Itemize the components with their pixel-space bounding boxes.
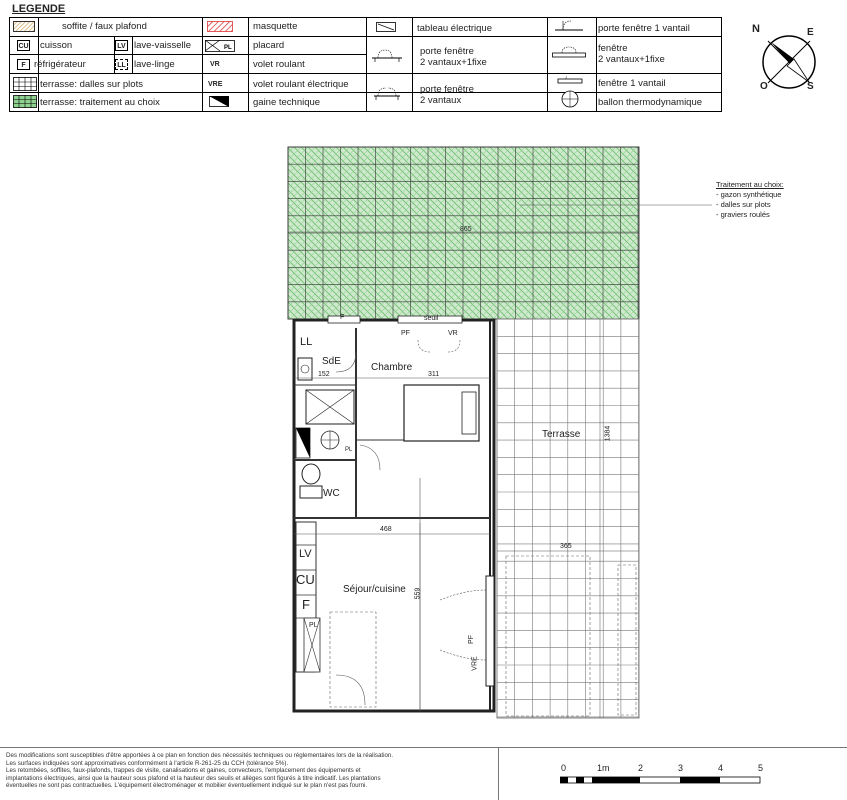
compass-n: N [752, 23, 760, 35]
dim-311: 311 [428, 371, 440, 378]
note-line-3: Les retombées, soffites, faux-plafonds, trappes de visite, canalisations et gaines, convecteurs, l'emplacement des équipements et [6, 767, 361, 775]
dim-559: 559 [414, 587, 422, 600]
room-sde: SdE [322, 356, 341, 367]
scale-4: 4 [718, 763, 724, 773]
legend-gaine-technique: gaine technique [253, 97, 321, 108]
seuil-label: seuil [424, 315, 439, 322]
legend-masquette: masquette [253, 21, 298, 32]
traitement-item-3: - graviers roulés [716, 210, 770, 219]
fixture-cu: CU [296, 572, 315, 587]
pl-label: PL [309, 622, 318, 629]
legend-tableau-electrique: tableau électrique [417, 23, 492, 34]
fixture-lv: LV [299, 548, 312, 560]
note-line-2: Les surfaces indiquées sont approximatives conformément à l'article R-261-25 du CCH (tolérance 5%). [6, 759, 289, 767]
dim-468: 468 [380, 526, 392, 533]
legend-lave-linge: lave-linge [134, 59, 175, 70]
scale-1: 1m [597, 763, 610, 773]
legend-soffite: soffite / faux plafond [62, 21, 147, 32]
svg-text:PL: PL [224, 45, 232, 51]
note-line-1: Des modifications sont susceptibles d'être apportées à ce plan en fonction des nécessités techniques ou réglementaires lors de la réalisation. [6, 752, 394, 759]
traitement-title: Traitement au choix: [716, 180, 784, 189]
dim-365: 365 [560, 543, 572, 550]
fixture-ll: LL [300, 336, 313, 348]
window-f-label: F [340, 314, 345, 321]
legend-volet-roulant: volet roulant [253, 59, 305, 70]
vr-label: VR [448, 330, 458, 337]
fixture-f: F [302, 597, 310, 612]
legend-f-1v: fenêtre 1 vantail [598, 78, 666, 89]
pl-sde-label: PL [345, 447, 353, 453]
scale-0: 0 [561, 763, 567, 773]
pf-sejour-label: PF [467, 635, 475, 644]
legend-pf-2v-fixe-1: porte fenêtre [420, 46, 474, 57]
pf-label: PF [401, 330, 410, 337]
room-chambre: Chambre [371, 362, 413, 373]
scale-2: 2 [638, 763, 644, 773]
legend-pf-1v: porte fenêtre 1 vantail [598, 23, 690, 34]
room-wc: WC [323, 488, 340, 499]
dim-865: 865 [460, 226, 472, 233]
room-terrasse: Terrasse [542, 429, 581, 440]
legend-f-2v-fixe-2: 2 vantaux+1fixe [598, 54, 665, 65]
compass-o: O [760, 81, 768, 92]
scale-3: 3 [678, 763, 684, 773]
ll-symbol: LL [115, 59, 128, 70]
legend-ballon: ballon thermodynamique [598, 97, 703, 108]
vre-label: VRE [471, 656, 479, 671]
legend-terrasse-traitement: terrasse: traitement au choix [40, 97, 160, 108]
legend-cuisson: cuisson [40, 40, 73, 51]
vre-symbol: VRE [208, 81, 223, 88]
legend-terrasse-dalles: terrasse: dalles sur plots [40, 79, 143, 90]
traitement-item-1: - gazon synthétique [716, 190, 782, 199]
legend-refrigerateur: réfrigérateur [34, 59, 86, 70]
legend-pf-2v-fixe-2: 2 vantaux+1fixe [420, 57, 487, 68]
legend-volet-roulant-elec: volet roulant électrique [253, 79, 349, 90]
dim-152: 152 [318, 371, 330, 378]
scale-bar [560, 775, 770, 787]
traitement-note [716, 180, 784, 220]
disclaimer-notes [6, 752, 496, 790]
compass-e: E [807, 27, 814, 38]
room-sejour: Séjour/cuisine [343, 584, 406, 595]
legend-pf-2v-1: porte fenêtre [420, 84, 474, 95]
legend-pf-2v-2: 2 vantaux [420, 95, 462, 106]
scale-5: 5 [758, 763, 764, 773]
lv-symbol: LV [115, 40, 128, 51]
vr-symbol: VR [210, 61, 220, 68]
dim-1384: 1384 [604, 425, 612, 442]
legend-placard: placard [253, 40, 285, 51]
compass-s: S [807, 81, 814, 92]
legend-f-2v-fixe-1: fenêtre [598, 43, 628, 54]
f-symbol: F [17, 59, 30, 70]
legend-title: LEGENDE [12, 3, 66, 15]
traitement-item-2: - dalles sur plots [716, 200, 771, 209]
note-line-5: éventuelles ne sont pas contractuelles. L'équipement électroménager et mobilier éventuellement indiqué sur le plan n'est pas fourni. [6, 782, 368, 790]
note-line-4: implantations électriques, ainsi que la hauteur sous plafond et la hauteur des seuils et allèges sont figurés à titre indicatif. Les plantations [6, 774, 381, 782]
cuisson-symbol: CU [17, 40, 30, 51]
legend-lave-vaisselle: lave-vaisselle [134, 40, 192, 51]
